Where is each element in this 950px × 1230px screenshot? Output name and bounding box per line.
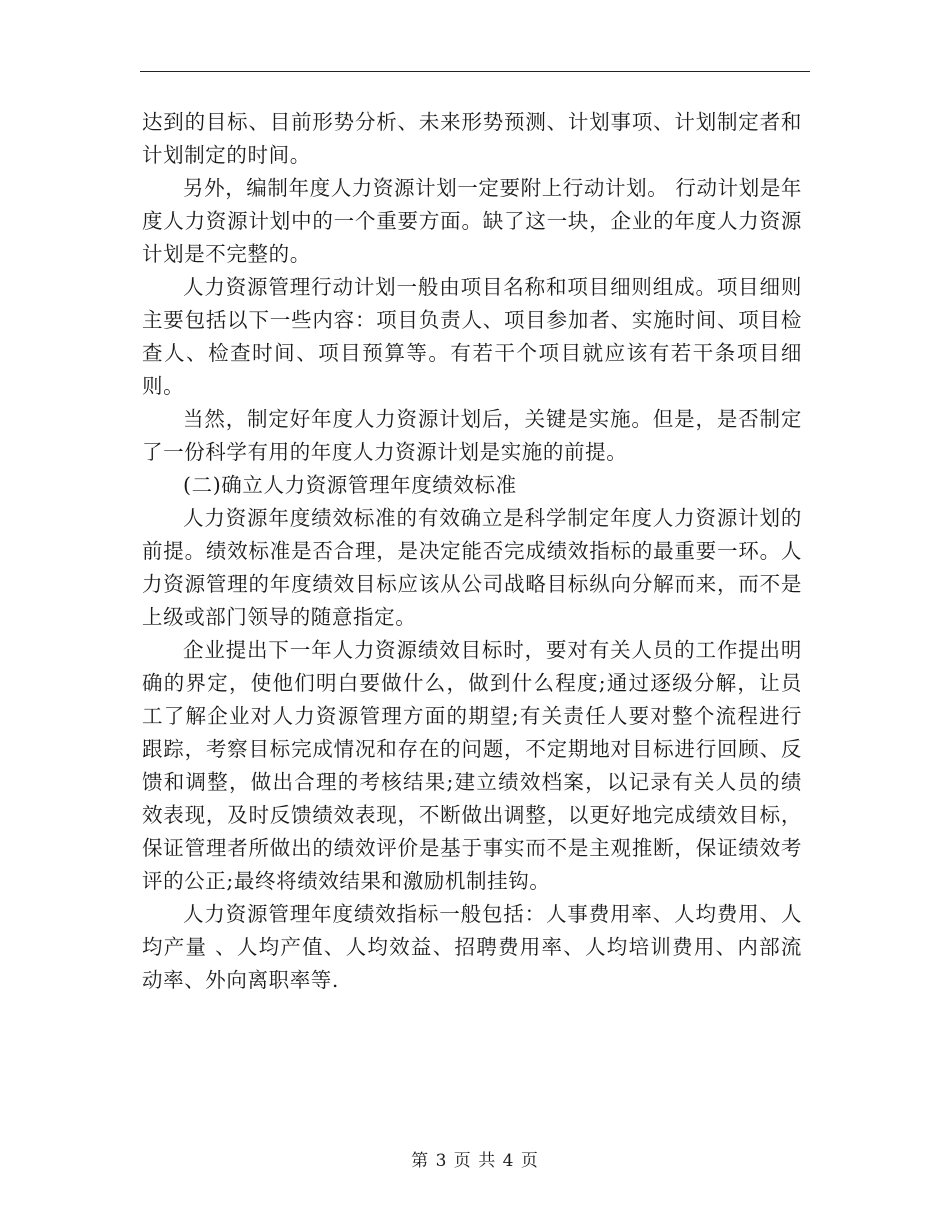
paragraph-6: 企业提出下一年人力资源绩效目标时，要对有关人员的工作提出明确的界定，使他们明白要做什么，做到什么程度;通过逐级分解，让员工了解企业对人力资源管理方面的期望;有关责任人要对整个流程进行跟踪，考察目标完成情况和存在的问题，不定期地对目标进行回顾、反馈和调整，做出合理的考核结果;建立绩效档案，以记录有关人员的绩效表现，及时反馈绩效表现，不断做出调整，以更好地完成绩效目标，保证管理者所做出的绩效评价是基于事实而不是主观推断，保证绩效考评的公正;最终将绩效结果和激励机制挂钩。: [142, 638, 802, 893]
paragraph-1: 达到的目标、目前形势分析、未来形势预测、计划事项、计划制定者和计划制定的时间。: [142, 110, 802, 167]
paragraph-3: 人力资源管理行动计划一般由项目名称和项目细则组成。项目细则主要包括以下一些内容：项目负责人、项目参加者、实施时间、项目检查人、检查时间、项目预算等。有若干个项目就应该有若干条项目细则。: [142, 275, 802, 398]
section-heading: (二)确立人力资源管理年度绩效标准: [183, 473, 517, 497]
document-body: [142, 106, 802, 997]
paragraph-5: 人力资源年度绩效标准的有效确立是科学制定年度人力资源计划的前提。绩效标准是否合理，是决定能否完成绩效指标的最重要一环。人力资源管理的年度绩效目标应该从公司战略目标纵向分解而来，而不是上级或部门领导的随意指定。: [142, 506, 802, 629]
header-rule: [140, 71, 810, 72]
paragraph-7: 人力资源管理年度绩效指标一般包括：人事费用率、人均费用、人均产量 、人均产值、人均效益、招聘费用率、人均培训费用、内部流动率、外向离职率等.: [142, 902, 802, 992]
paragraph-4: 当然，制定好年度人力资源计划后，关键是实施。但是，是否制定了一份科学有用的年度人力资源计划是实施的前提。: [142, 407, 802, 464]
page-number-footer: 第 3 页 共 4 页: [411, 1151, 539, 1171]
paragraph-2: 另外，编制年度人力资源计划一定要附上行动计划。 行动计划是年度人力资源计划中的一个重要方面。缺了这一块，企业的年度人力资源计划是不完整的。: [142, 176, 803, 266]
